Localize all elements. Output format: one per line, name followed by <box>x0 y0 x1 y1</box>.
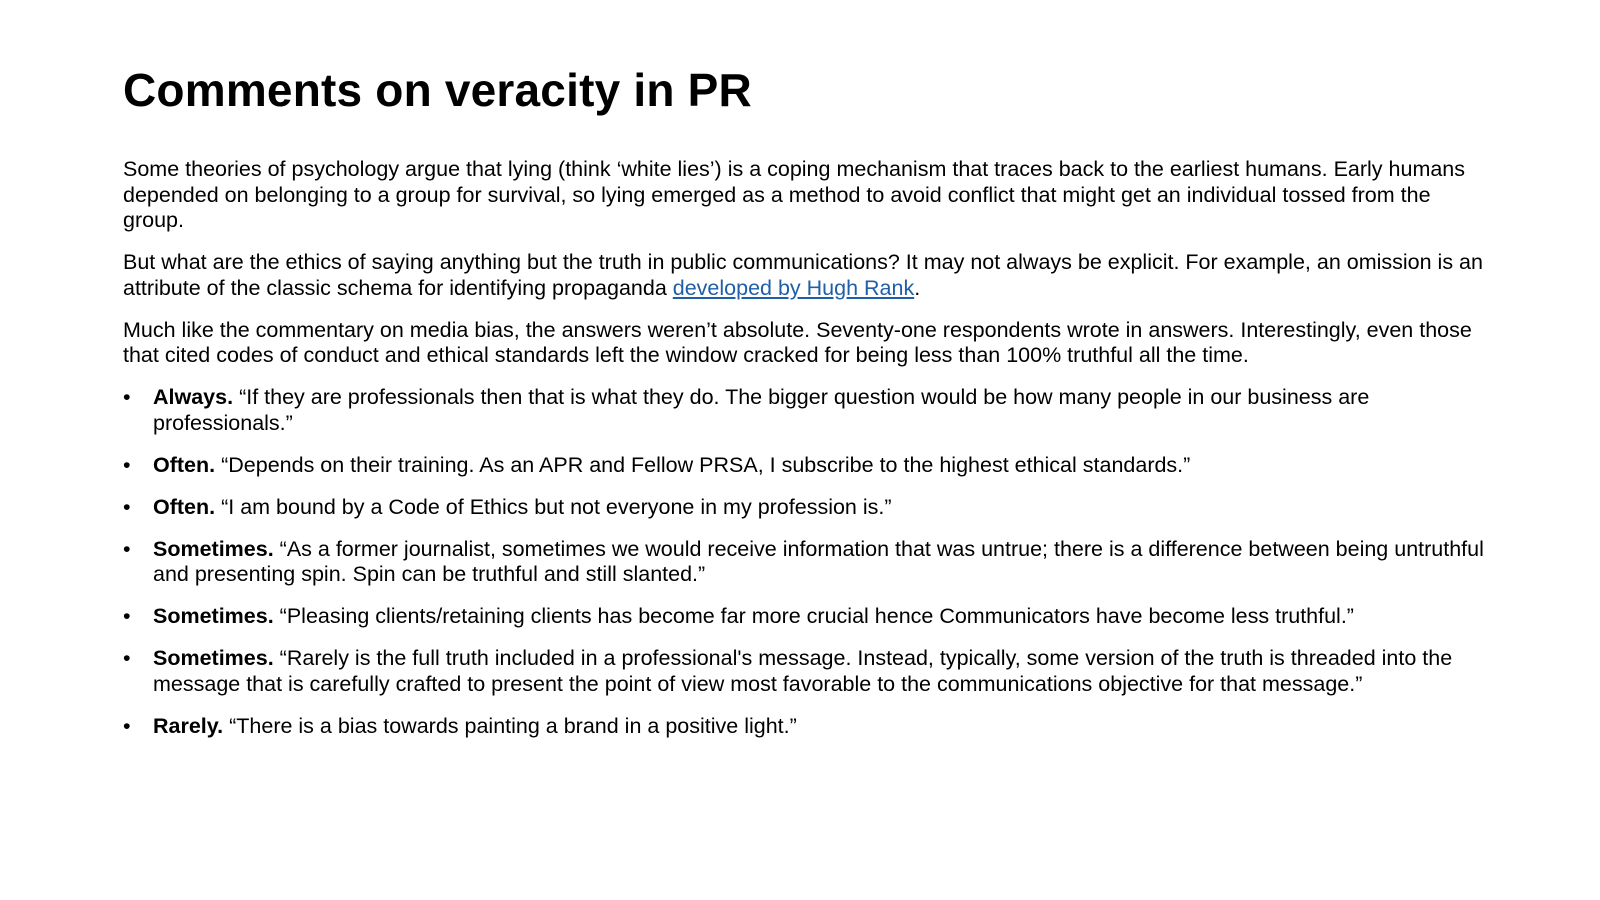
quote-text: “Pleasing clients/retaining clients has become far more crucial hence Communicators have become less truthful.” <box>279 604 1354 628</box>
quote-text: “As a former journalist, sometimes we would receive information that was untrue; there is a difference between being untruthful and presenting spin. Spin can be truthful and still slanted.” <box>153 536 1484 586</box>
list-item <box>123 646 1488 697</box>
bullet-icon: • <box>123 494 131 519</box>
list-item <box>123 453 1488 479</box>
bullet-icon: • <box>123 604 131 628</box>
quote-text: “If they are professionals then that is what they do. The bigger question would be how many people in our business are professionals.” <box>153 385 1370 435</box>
list-item <box>123 385 1488 436</box>
slide-title: Comments on veracity in PR <box>123 64 752 116</box>
quote-text: “There is a bias towards painting a brand in a positive light.” <box>229 713 797 738</box>
bullet-icon: • <box>123 385 131 409</box>
frequency-label: Sometimes. <box>153 604 274 628</box>
bullet-icon: • <box>123 536 131 561</box>
hugh-rank-link[interactable]: developed by Hugh Rank <box>672 275 915 300</box>
quote-text: “I am bound by a Code of Ethics but not everyone in my profession is.” <box>221 494 892 519</box>
paragraph-commentary: Much like the commentary on media bias, the answers weren’t absolute. Seventy-one respondents wrote in answers. Interestingly, even those that cited codes of conduct and ethical standards left the window cracked for being less than 100% truthful all the time. <box>123 317 1472 367</box>
paragraph-intro: Some theories of psychology argue that lying (think ‘white lies’) is a coping mechanism that traces back to the earliest humans. Early humans depended on belonging to a group for survival, so lying emerged as a method to avoid conflict that might get an individual tossed from the group. <box>123 157 1466 232</box>
bullet-icon: • <box>123 646 131 670</box>
bullet-icon: • <box>123 452 131 477</box>
frequency-label: Always. <box>153 385 234 409</box>
bullet-icon: • <box>123 713 131 738</box>
paragraph-ethics <box>123 250 1488 301</box>
list-item <box>123 537 1488 588</box>
frequency-label: Often. <box>153 452 216 477</box>
frequency-label: Rarely. <box>153 713 224 738</box>
list-item <box>123 714 1488 740</box>
quote-list <box>123 385 1488 739</box>
quote-text: “Depends on their training. As an APR and Fellow PRSA, I subscribe to the highest ethical standards.” <box>221 452 1191 477</box>
frequency-label: Sometimes. <box>153 646 274 670</box>
paragraph-ethics-end: . <box>914 275 921 300</box>
list-item <box>123 495 1488 521</box>
paragraph-ethics-text: But what are the ethics of saying anything but the truth in public communications? It may not always be explicit. For example, an omission is an attribute of the classic schema for identifying propaganda <box>123 250 1483 300</box>
frequency-label: Sometimes. <box>153 536 274 561</box>
list-item <box>123 604 1488 630</box>
frequency-label: Often. <box>153 494 216 519</box>
slide-body <box>123 157 1488 756</box>
quote-text: “Rarely is the full truth included in a professional's message. Instead, typically, some version of the truth is threaded into the message that is carefully crafted to present the point of view most favorable to the communications objective for that message.” <box>153 646 1453 696</box>
